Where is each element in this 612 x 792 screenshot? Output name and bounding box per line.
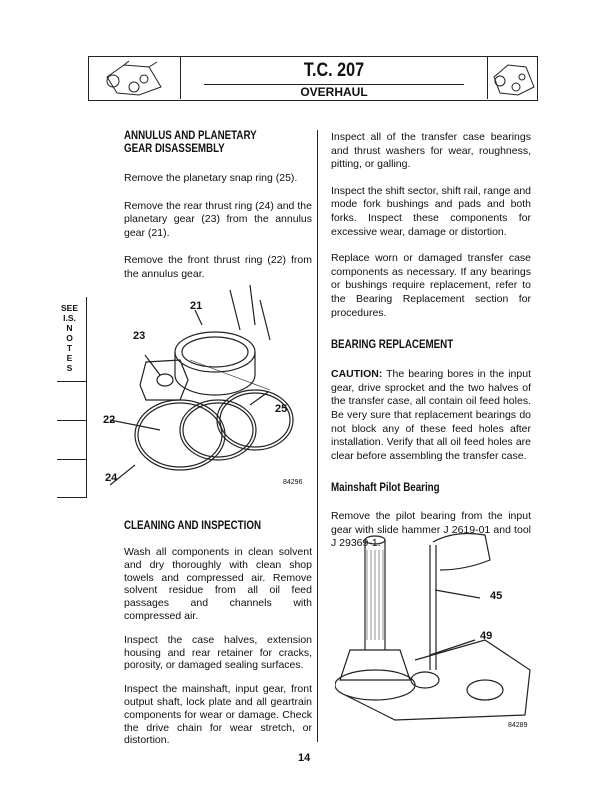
paragraph: Replace worn or damaged transfer case components as necessary. If any bearings or bushings require replacement, refer to the Bearing Replacement section for procedures.: [331, 252, 531, 319]
sidebar-letter: N: [66, 323, 73, 333]
column-divider: [317, 130, 318, 742]
sidebar-letter: S: [66, 363, 73, 373]
paragraph: Inspect the mainshaft, input gear, front output shaft, lock plate and all geartrain components for wear or damage. Check the drive chain for wear stretch, or distortion.: [124, 683, 312, 747]
figure-number: 84296: [283, 479, 303, 486]
page-subtitle: OVERHAUL: [300, 85, 368, 99]
page-title: T.C. 207: [204, 57, 464, 85]
figure-callout: 22: [103, 414, 116, 426]
paragraph: Remove the front thrust ring (22) from the annulus gear.: [124, 254, 312, 280]
sidebar-letter: T: [66, 343, 73, 353]
annulus-planetary-gear-figure: [110, 280, 310, 490]
divider: [57, 459, 87, 460]
pilot-bearing-removal-figure: [335, 530, 535, 730]
paragraph: Remove the rear thrust ring (24) and the planetary gear (23) from the annulus gear (21).: [124, 199, 312, 239]
sidebar-letter: O: [66, 333, 73, 343]
sidebar-letter: E: [66, 353, 73, 363]
page-header: [88, 56, 538, 101]
subsection-heading: Mainshaft Pilot Bearing: [331, 482, 440, 495]
left-column-lower: [124, 520, 312, 747]
sidebar-is: I.S.: [63, 313, 76, 323]
figure-number: 84289: [508, 722, 528, 729]
figure-callout: 24: [105, 472, 118, 484]
divider: [57, 420, 87, 421]
paragraph: Remove the pilot bearing from the input gear with slide hammer J 2619-01 and tool J 29369-1.: [331, 510, 531, 550]
page-number: 14: [298, 752, 311, 764]
paragraph: Inspect the shift sector, shift rail, range and mode fork bushings and pads and both forks. Inspect these components for excessive wear, damage or distortion.: [331, 184, 531, 238]
sidebar-see: SEE: [60, 303, 78, 313]
caution-label: CAUTION:: [331, 368, 383, 381]
left-column: [124, 130, 312, 282]
section-heading: ANNULUS AND PLANETARY: [124, 130, 257, 142]
paragraph: Inspect all of the transfer case bearings and thrust washers for wear, roughness, pitting, or galling.: [331, 131, 531, 171]
right-column: [331, 131, 531, 551]
caution-text: The bearing bores in the input gear, drive sprocket and the two halves of the transfer case, all contain oil feed holes. Be very sure that replacement bearings do not block any of these feed holes after installation. Verify that all oil feed holes are clear before assembling the transfer case.: [331, 368, 531, 462]
section-heading: BEARING REPLACEMENT: [331, 339, 454, 352]
section-heading: GEAR DISASSEMBLY: [124, 143, 225, 155]
paragraph: Remove the planetary snap ring (25).: [124, 172, 298, 184]
transfer-case-illustration-left: [89, 57, 181, 99]
figure-callout: 21: [190, 300, 203, 312]
figure-callout: 23: [133, 330, 146, 342]
paragraph: Wash all components in clean solvent and dry thoroughly with clean shop towels and compressed air. Remove solvent residue from all oil feed passages and channels with compressed air.: [124, 546, 312, 622]
paragraph: Inspect the case halves, extension housing and rear retainer for cracks, porosity, or damaged sealing surfaces.: [124, 633, 312, 672]
figure-callout: 49: [480, 630, 493, 642]
figure-callout: 45: [490, 590, 503, 602]
figure-callout: 25: [275, 403, 288, 415]
transfer-case-illustration-right: [487, 57, 537, 99]
see-is-notes-sidebar: [57, 297, 87, 498]
divider: [57, 381, 87, 382]
section-heading: CLEANING AND INSPECTION: [124, 520, 262, 532]
